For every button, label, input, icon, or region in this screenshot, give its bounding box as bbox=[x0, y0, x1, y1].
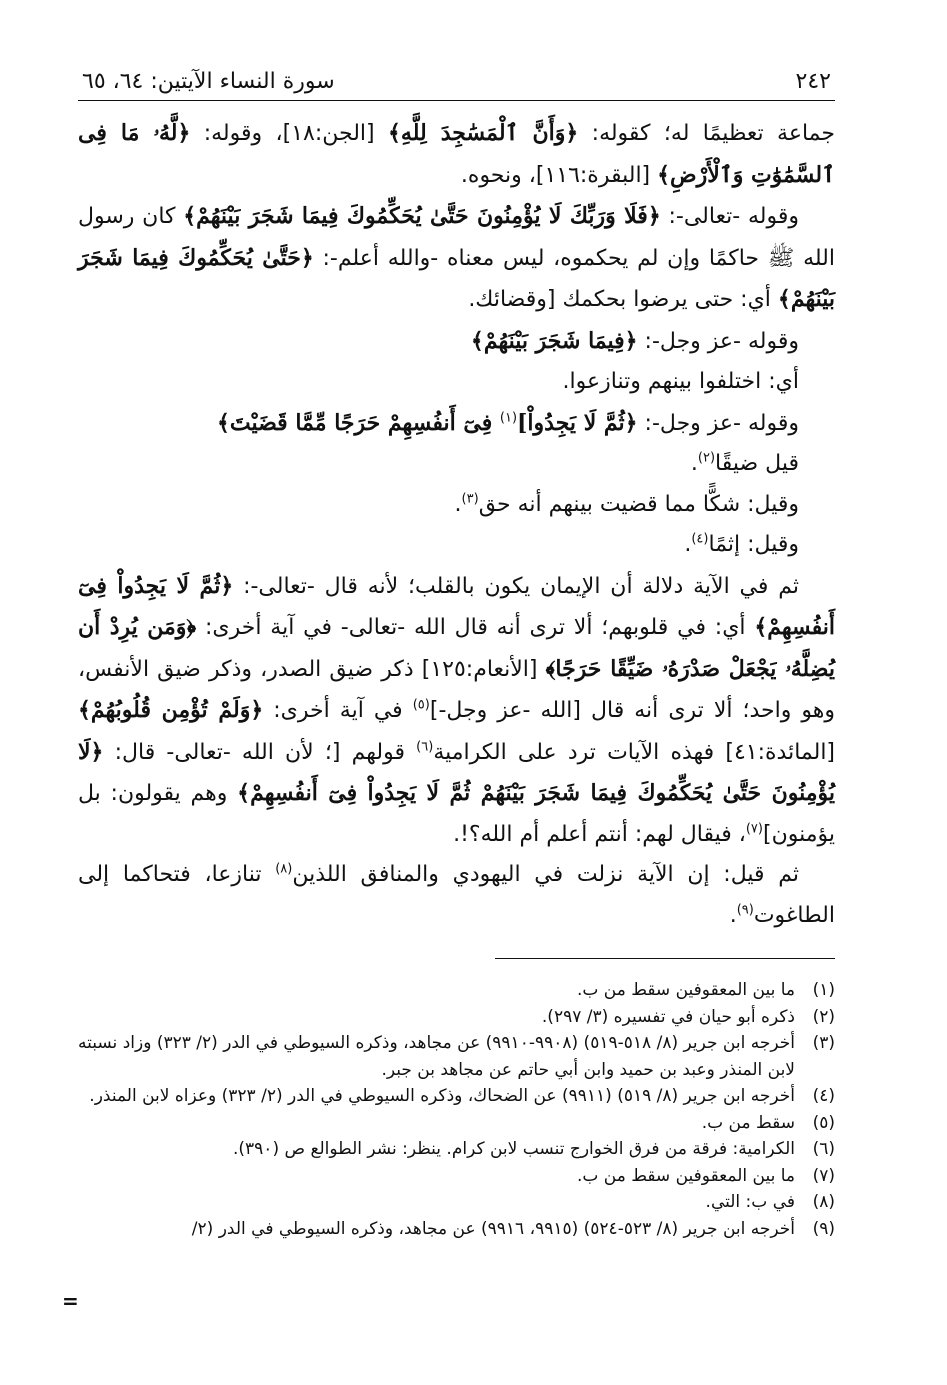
footnote-text: الكرامية: فرقة من فرق الخوارج تنسب لابن كرام. ينظر: نشر الطوالع ص (٣٩٠). bbox=[233, 1139, 795, 1159]
text-run: . bbox=[684, 532, 692, 557]
quran-verse: ﴿ثُمَّ لَا يَجِدُواْ فِىٓ أَنفُسِهِمْ﴾ bbox=[78, 572, 835, 640]
quran-verse: ﴿وَمَن يُرِدْ أَن يُضِلَّهُۥ يَجْعَلْ صَدْرَهُۥ ضَيِّقًا حَرَجًا﴾ bbox=[78, 614, 835, 682]
footnote-ref: (٥) bbox=[412, 697, 430, 713]
text-run: ثم في الآية دلالة أن الإيمان يكون بالقلب؛ لأنه قال -تعالى-: bbox=[233, 573, 799, 599]
text-run: . bbox=[690, 451, 698, 476]
footnote-ref: (٢) bbox=[697, 450, 716, 466]
paragraph bbox=[78, 525, 835, 566]
header-rule bbox=[78, 100, 835, 101]
footnote-ref: (٦) bbox=[416, 739, 434, 755]
footnote bbox=[78, 1083, 835, 1110]
text-run: [البقرة:١١٦]، ونحوه. bbox=[460, 162, 658, 188]
footnote-number: (٦) bbox=[812, 1139, 835, 1159]
footnote bbox=[78, 1163, 835, 1190]
footnote-number: (٥) bbox=[812, 1112, 835, 1133]
footnote-ref: (٣) bbox=[461, 491, 479, 507]
footnote-number: (٧) bbox=[812, 1165, 835, 1186]
text-run: أي: في قلوبهم؛ ألا ترى أنه قال الله -تعالى- في آية أخرى: bbox=[196, 615, 755, 640]
footnote-ref: (٤) bbox=[691, 531, 709, 547]
footnote-number: (٨) bbox=[812, 1192, 835, 1212]
text-run: أي: اختلفوا بينهم وتنازعوا. bbox=[562, 369, 799, 394]
quran-verse: ﴿لَّهُۥ مَا فِى ٱلسَّمَٰوَٰتِ وَٱلْأَرْضِ﴾ bbox=[78, 120, 835, 188]
text-run: أي: حتى يرضوا بحكمك [وقضائك. bbox=[468, 287, 778, 312]
footnote-text: أخرجه ابن جرير (٨/ ٥٢٣-٥٢٤) (٩٩١٥، ٩٩١٦) عن مجاهد، وذكره السيوطي في الدر (٢/ bbox=[191, 1218, 795, 1239]
paragraph bbox=[78, 362, 835, 403]
text-run: كان رسول الله ﷺ حاكمًا وإن لم يحكموه، ليس معناه -والله أعلم-: bbox=[78, 204, 835, 271]
footnote-ref: (١) bbox=[499, 410, 518, 426]
quran-verse: ﴿حَتَّىٰ يُحَكِّمُوكَ فِيمَا شَجَرَ بَيْنَهُمْ﴾ bbox=[78, 244, 835, 312]
text-run: قيل ضيقًا bbox=[715, 451, 799, 476]
footnote bbox=[78, 1004, 835, 1031]
text-run: وقوله -عز وجل-: bbox=[637, 328, 799, 354]
page-number: ٢٤٢ bbox=[795, 69, 831, 94]
footnote-number: (٢) bbox=[812, 1006, 835, 1027]
text-run: جماعة تعظيمًا له؛ كقوله: bbox=[578, 121, 835, 146]
footnote-number: (٩) bbox=[812, 1218, 835, 1239]
text-run: [المائدة:٤١] فهذه الآيات ترد على الكرامية bbox=[433, 739, 836, 765]
footnote bbox=[78, 1189, 835, 1216]
footnote bbox=[78, 1136, 835, 1163]
text-run: . bbox=[454, 491, 462, 517]
text-run: ثم قيل: إن الآية نزلت في اليهودي والمنافق اللذين bbox=[292, 862, 799, 887]
footnotes bbox=[78, 977, 835, 1242]
paragraph bbox=[78, 113, 835, 196]
page-header bbox=[78, 58, 835, 94]
text-run: . bbox=[729, 902, 737, 928]
footnote-text: ما بين المعقوفين سقط من ب. bbox=[576, 980, 795, 1000]
footnote-separator bbox=[495, 958, 835, 959]
quran-verse: ﴿لَا يُؤْمِنُونَ حَتَّىٰ يُحَكِّمُوكَ فِيمَا شَجَرَ بَيْنَهُمْ ثُمَّ لَا يَجِدُواْ فِىٓ أَنفُسِهِمْ﴾ bbox=[78, 738, 836, 806]
quran-verse: ﴿وَأَنَّ ٱلْمَسَٰجِدَ لِلَّهِ﴾ bbox=[388, 120, 579, 146]
paragraph bbox=[78, 485, 835, 526]
quran-verse: ﴿فِيمَا شَجَرَ بَيْنَهُمْ﴾ bbox=[470, 327, 638, 354]
continuation-mark: = bbox=[62, 1289, 79, 1313]
text-run: وقيل: إثمًا bbox=[708, 532, 799, 557]
paragraph bbox=[78, 403, 835, 445]
quran-verse: ﴿ثُمَّ لَا يَجِدُواْ] bbox=[517, 409, 638, 436]
text-run: في آية أخرى: bbox=[263, 698, 413, 723]
book-page bbox=[78, 58, 835, 1242]
text-run: وقيل: شكًّا مما قضيت بينهم أنه حق bbox=[478, 491, 799, 517]
footnote-text: سقط من ب. bbox=[701, 1112, 795, 1133]
footnote bbox=[78, 1216, 835, 1243]
text-run: قولهم [؛ لأن الله -تعالى- قال: bbox=[103, 739, 417, 765]
quran-verse: ﴿فَلَا وَرَبِّكَ لَا يُؤْمِنُونَ حَتَّىٰ يُحَكِّمُوكَ فِيمَا شَجَرَ بَيْنَهُمْ﴾ bbox=[183, 203, 661, 229]
footnote-text: ما بين المعقوفين سقط من ب. bbox=[576, 1165, 795, 1186]
footnote-ref: (٧) bbox=[745, 821, 763, 837]
paragraph bbox=[78, 444, 835, 485]
footnote bbox=[78, 977, 835, 1004]
footnote bbox=[78, 1030, 835, 1083]
running-title: سورة النساء الآيتين: ٦٤، ٦٥ bbox=[82, 69, 335, 94]
quran-verse: ﴿وَلَمْ تُؤْمِن قُلُوبُهُمْ﴾ bbox=[78, 697, 264, 723]
paragraph bbox=[78, 566, 835, 856]
footnote-ref: (٩) bbox=[736, 902, 754, 918]
quran-verse: فِىٓ أَنفُسِهِمْ حَرَجًا مِّمَّا قَضَيْتَ﴾ bbox=[216, 409, 500, 436]
paragraph bbox=[78, 321, 835, 363]
footnote-text: أخرجه ابن جرير (٨/ ٥١٨-٥١٩) (٩٩٠٨-٩٩١٠) عن مجاهد، وذكره السيوطي في الدر (٢/ ٣٢٣) وزاد نسبته لابن المنذر وعبد بن حميد وابن أبي حاتم عن مجاهد بن جبر. bbox=[78, 1033, 795, 1080]
text-run: ، فيقال لهم: أنتم أعلم أم الله؟!. bbox=[453, 821, 746, 847]
text-run: وقوله -تعالى-: bbox=[660, 204, 799, 229]
text-run: [الجن:١٨]، وقوله: bbox=[190, 121, 389, 146]
footnote-text: ذكره أبو حيان في تفسيره (٣/ ٢٩٧). bbox=[541, 1006, 795, 1027]
footnote-number: (٣) bbox=[812, 1033, 835, 1053]
paragraph bbox=[78, 855, 835, 936]
footnote-number: (١) bbox=[812, 980, 835, 1000]
footnote bbox=[78, 1110, 835, 1137]
footnote-text: في ب: التي. bbox=[705, 1192, 795, 1212]
footnote-text: أخرجه ابن جرير (٨/ ٥١٩) (٩٩١١) عن الضحاك، وذكره السيوطي في الدر (٢/ ٣٢٣) وعزاه لابن المنذر. bbox=[89, 1086, 795, 1106]
text-run: وهم يقولون: بل يؤمنون] bbox=[78, 781, 835, 847]
footnote-ref: (٨) bbox=[275, 861, 293, 877]
text-run: [الأنعام:١٢٥] ذكر ضيق الصدر، وذكر ضيق الأنفس، وهو واحد؛ ألا ترى أنه قال [الله -عز وجل-] bbox=[78, 656, 836, 723]
main-text bbox=[78, 113, 835, 936]
paragraph bbox=[78, 196, 835, 321]
text-run: تنازعا، فتحاكما إلى الطاغوت bbox=[78, 862, 835, 928]
text-run: وقوله -عز وجل-: bbox=[637, 410, 799, 436]
footnote-number: (٤) bbox=[812, 1086, 835, 1106]
